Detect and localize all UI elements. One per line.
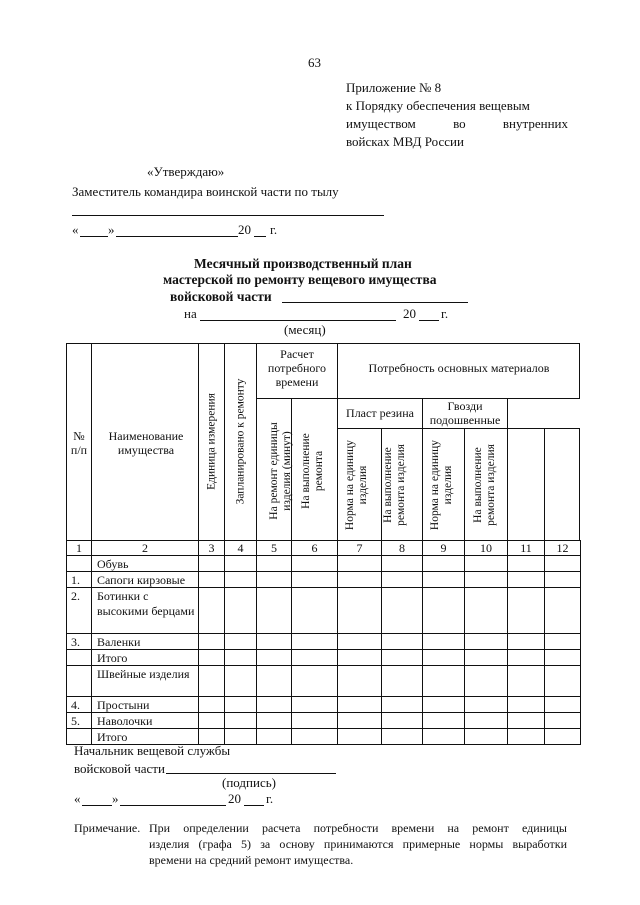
- table-cell[interactable]: [256, 696, 292, 713]
- approval-month-line: [116, 236, 238, 237]
- footer-year: 20: [228, 791, 241, 806]
- note-label: Примечание.: [74, 821, 141, 835]
- row-name-cell: [91, 571, 199, 588]
- row-num-cell: [66, 696, 92, 713]
- table-cell[interactable]: [381, 649, 423, 666]
- note-line-1: При определении расчета потребности времени на ремонт единицы: [149, 821, 567, 835]
- title-year: 20: [403, 306, 416, 321]
- table-cell[interactable]: [464, 555, 508, 572]
- table-cell[interactable]: [422, 633, 465, 650]
- table-cell[interactable]: [507, 571, 545, 588]
- row-name: Наволочки: [97, 714, 153, 728]
- table-cell[interactable]: [381, 728, 423, 745]
- row-name: Итого: [97, 651, 128, 665]
- title-on: на: [184, 306, 197, 321]
- table-cell[interactable]: [256, 649, 292, 666]
- table-cell[interactable]: [198, 555, 225, 572]
- appendix-line-2: к Порядку обеспечения вещевым: [346, 98, 530, 113]
- row-num-cell: [66, 571, 92, 588]
- header-time-unit: На ремонт единицы изделия (минут): [268, 422, 293, 520]
- table-cell[interactable]: [464, 728, 508, 745]
- header-nails: Гвозди подошвенные: [429, 399, 501, 427]
- header-col-12-cell: [544, 428, 580, 541]
- signature-caption: (подпись): [222, 775, 276, 790]
- month-caption: (месяц): [284, 322, 326, 337]
- header-repair-2: На выполнение ремонта изделия: [472, 444, 497, 526]
- header-plast: Пласт резина: [346, 406, 414, 420]
- header-num: № п/п: [70, 429, 88, 457]
- column-number: 3: [208, 541, 215, 555]
- row-num-cell: [66, 665, 92, 697]
- row-name: Валенки: [97, 635, 141, 649]
- row-number: 3.: [71, 635, 80, 649]
- row-num-cell: [66, 555, 92, 572]
- footer-year-line: [244, 805, 264, 806]
- row-name: Ботинки с высокими берцами: [97, 589, 195, 618]
- row-number: 4.: [71, 698, 80, 712]
- header-time-total: На выполнение ремонта: [300, 433, 325, 509]
- appendix-line-4: войсках МВД России: [346, 134, 464, 149]
- column-number-cell: [198, 540, 225, 556]
- row-name: Простыни: [97, 698, 150, 712]
- row-num-cell: [66, 649, 92, 666]
- table-cell[interactable]: [198, 712, 225, 729]
- chief-line-2: войсковой части: [74, 761, 165, 776]
- approval-date-suffix: г.: [270, 222, 278, 237]
- table-cell[interactable]: [381, 571, 423, 588]
- column-number: 8: [399, 541, 405, 555]
- row-num-cell: [66, 587, 92, 634]
- unit-number-line: [282, 302, 468, 303]
- table-cell[interactable]: [291, 649, 338, 666]
- row-name: Итого: [97, 730, 128, 744]
- header-repair-1: На выполнение ремонта изделия: [382, 444, 407, 526]
- table-cell[interactable]: [224, 696, 257, 713]
- column-number: 7: [356, 541, 363, 555]
- table-cell[interactable]: [256, 571, 292, 588]
- table-cell[interactable]: [224, 649, 257, 666]
- table-cell[interactable]: [507, 728, 545, 745]
- title-line-1: Месячный производственный план: [194, 256, 412, 271]
- table-cell[interactable]: [381, 555, 423, 572]
- table-cell[interactable]: [337, 712, 382, 729]
- footer-date-suffix: г.: [266, 791, 274, 806]
- table-cell[interactable]: [464, 587, 508, 634]
- table-cell[interactable]: [337, 555, 382, 572]
- header-norm-1: Норма на единицу изделия: [344, 439, 369, 531]
- footer-date-quote-open: «: [74, 791, 81, 806]
- table-cell[interactable]: [198, 665, 225, 697]
- table-cell[interactable]: [198, 571, 225, 588]
- table-cell[interactable]: [256, 665, 292, 697]
- approval-day-line: [80, 236, 108, 237]
- column-number-cell: [224, 540, 257, 556]
- table-cell[interactable]: [224, 712, 257, 729]
- note-line-2: изделия (графа 5) за основу принимаются примерные нормы выработки: [149, 837, 567, 851]
- table-cell[interactable]: [337, 665, 382, 697]
- table-cell[interactable]: [224, 633, 257, 650]
- table-cell[interactable]: [464, 696, 508, 713]
- row-num-cell: [66, 633, 92, 650]
- row-number: 5.: [71, 714, 80, 728]
- column-number: 4: [237, 541, 244, 555]
- table-cell[interactable]: [256, 712, 292, 729]
- column-number: 5: [271, 541, 277, 555]
- table-cell[interactable]: [381, 587, 423, 634]
- row-name: Сапоги кирзовые: [97, 573, 186, 587]
- table-cell[interactable]: [337, 649, 382, 666]
- table-cell[interactable]: [544, 587, 581, 634]
- table-cell[interactable]: [337, 571, 382, 588]
- appendix-line-3: имуществом во внутренних: [346, 116, 568, 131]
- table-cell[interactable]: [544, 665, 581, 697]
- table-cell[interactable]: [337, 728, 382, 745]
- table-cell[interactable]: [256, 728, 292, 745]
- approver-signature-line: [72, 215, 384, 216]
- table-cell[interactable]: [544, 555, 581, 572]
- column-number-cell: [507, 540, 545, 556]
- table-cell[interactable]: [291, 696, 338, 713]
- header-col-11-cell: [507, 428, 545, 541]
- table-cell[interactable]: [544, 712, 581, 729]
- column-number-cell: [291, 540, 338, 556]
- table-cell[interactable]: [422, 696, 465, 713]
- column-number-cell: [381, 540, 423, 556]
- row-number: 2.: [71, 589, 80, 603]
- note-line-3: времени на средний ремонт имущества.: [149, 853, 354, 867]
- approval-year: 20: [238, 222, 251, 237]
- table-cell[interactable]: [422, 665, 465, 697]
- table-cell[interactable]: [291, 728, 338, 745]
- row-name-cell: [91, 649, 199, 666]
- table-cell[interactable]: [256, 633, 292, 650]
- column-number: 2: [142, 541, 148, 555]
- production-plan-table: [66, 343, 580, 743]
- column-number-cell: [544, 540, 581, 556]
- page-number: 63: [308, 55, 321, 70]
- header-name: Наименование имущества: [108, 429, 184, 457]
- table-cell[interactable]: [544, 696, 581, 713]
- table-cell[interactable]: [507, 633, 545, 650]
- approval-date-quote-open: «: [72, 222, 79, 237]
- row-num-cell: [66, 712, 92, 729]
- table-cell[interactable]: [198, 587, 225, 634]
- approver-position: Заместитель командира воинской части по тылу: [72, 184, 339, 199]
- header-norm-2: Норма на единицу изделия: [429, 439, 454, 531]
- table-cell[interactable]: [198, 633, 225, 650]
- table-cell[interactable]: [422, 587, 465, 634]
- table-cell[interactable]: [507, 555, 545, 572]
- table-cell[interactable]: [337, 587, 382, 634]
- column-number: 1: [76, 541, 82, 555]
- table-cell[interactable]: [381, 712, 423, 729]
- table-cell[interactable]: [198, 649, 225, 666]
- table-cell[interactable]: [544, 633, 581, 650]
- row-name: Швейные изделия: [97, 667, 190, 681]
- column-number: 10: [480, 541, 492, 555]
- table-cell[interactable]: [422, 555, 465, 572]
- table-cell[interactable]: [464, 649, 508, 666]
- table-cell[interactable]: [422, 571, 465, 588]
- table-cell[interactable]: [224, 665, 257, 697]
- table-cell[interactable]: [422, 712, 465, 729]
- row-name-cell: [91, 555, 199, 572]
- table-cell[interactable]: [337, 633, 382, 650]
- header-materials: Потребность основных материалов: [368, 361, 550, 375]
- table-cell[interactable]: [337, 696, 382, 713]
- footer-month-line: [120, 805, 226, 806]
- table-cell[interactable]: [224, 571, 257, 588]
- column-number: 9: [440, 541, 447, 555]
- table-cell[interactable]: [291, 587, 338, 634]
- column-number-cell: [256, 540, 292, 556]
- row-name-cell: [91, 587, 199, 634]
- header-time-calc: Расчет потребного времени: [267, 347, 327, 389]
- chief-signature-line: [166, 773, 336, 774]
- row-name-cell: [91, 712, 199, 729]
- table-cell[interactable]: [256, 555, 292, 572]
- table-cell[interactable]: [507, 696, 545, 713]
- table-cell[interactable]: [422, 728, 465, 745]
- table-cell[interactable]: [507, 665, 545, 697]
- header-unit: Единица измерения: [205, 393, 218, 490]
- table-cell[interactable]: [464, 712, 508, 729]
- month-line: [200, 320, 396, 321]
- table-cell[interactable]: [198, 696, 225, 713]
- table-cell[interactable]: [224, 555, 257, 572]
- table-cell[interactable]: [256, 587, 292, 634]
- column-number-cell: [66, 540, 92, 556]
- column-number-cell: [464, 540, 508, 556]
- table-cell[interactable]: [291, 665, 338, 697]
- table-cell[interactable]: [464, 571, 508, 588]
- title-year-line: [419, 320, 439, 321]
- table-cell[interactable]: [422, 649, 465, 666]
- table-cell[interactable]: [291, 555, 338, 572]
- header-planned: Запланировано к ремонту: [234, 378, 247, 505]
- row-name-cell: [91, 696, 199, 713]
- footer-day-line: [82, 805, 112, 806]
- table-cell[interactable]: [291, 633, 338, 650]
- table-cell[interactable]: [224, 587, 257, 634]
- column-number-cell: [91, 540, 199, 556]
- header-extra-cell: [507, 398, 580, 429]
- table-cell[interactable]: [381, 633, 423, 650]
- title-year-suffix: г.: [441, 306, 449, 321]
- footer-date-quote-close: »: [112, 791, 119, 806]
- table-cell[interactable]: [544, 649, 581, 666]
- table-cell[interactable]: [464, 665, 508, 697]
- table-cell[interactable]: [507, 649, 545, 666]
- title-line-2: мастерской по ремонту вещевого имущества: [163, 272, 437, 287]
- column-number: 11: [520, 541, 532, 555]
- row-name-cell: [91, 633, 199, 650]
- column-number: 12: [556, 541, 569, 555]
- approval-year-line: [254, 236, 266, 237]
- table-cell[interactable]: [544, 571, 581, 588]
- column-number: 6: [311, 541, 318, 555]
- row-name-cell: [91, 665, 199, 697]
- approval-date-quote-close: »: [108, 222, 115, 237]
- table-cell[interactable]: [544, 728, 581, 745]
- table-cell[interactable]: [507, 712, 545, 729]
- appendix-line-1: Приложение № 8: [346, 80, 442, 95]
- table-cell[interactable]: [291, 712, 338, 729]
- approve-text: «Утверждаю»: [147, 164, 225, 179]
- table-cell[interactable]: [381, 696, 423, 713]
- table-cell[interactable]: [291, 571, 338, 588]
- table-cell[interactable]: [507, 587, 545, 634]
- row-name: Обувь: [97, 557, 129, 571]
- column-number-cell: [337, 540, 382, 556]
- table-cell[interactable]: [464, 633, 508, 650]
- chief-line-1: Начальник вещевой службы: [74, 743, 231, 758]
- title-line-3: войсковой части: [170, 289, 272, 304]
- row-number: 1.: [71, 573, 80, 587]
- table-cell[interactable]: [381, 665, 423, 697]
- column-number-cell: [422, 540, 465, 556]
